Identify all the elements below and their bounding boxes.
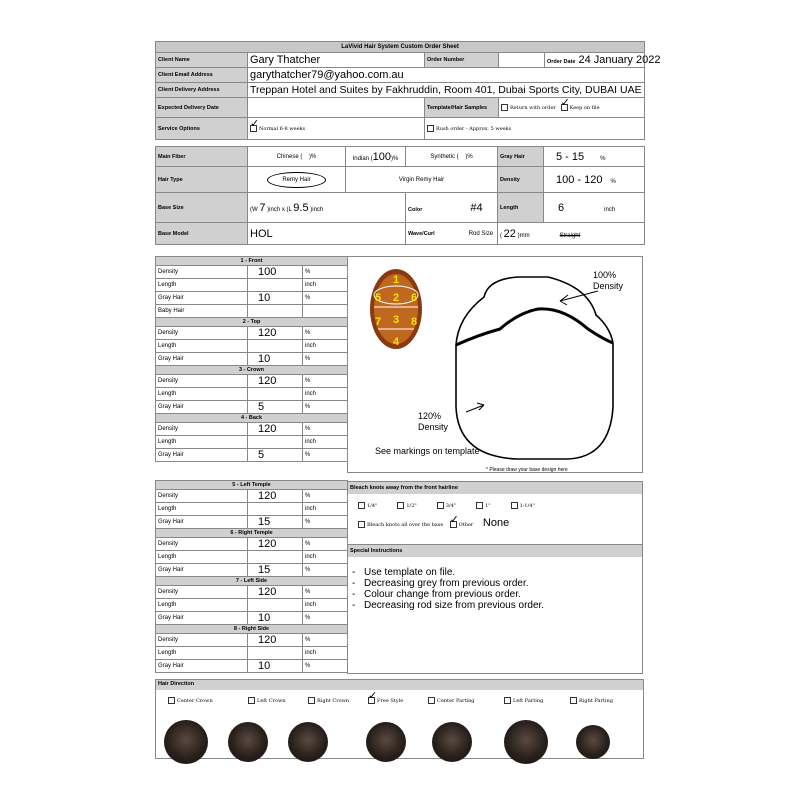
bleach-extra-options <box>348 509 642 529</box>
knot-option-label: 1/4" <box>367 503 378 509</box>
main-fiber-label: Main Fiber <box>156 147 248 167</box>
base-model-label: Base Model <box>156 223 248 245</box>
instruction-item <box>352 600 642 611</box>
remy-option[interactable] <box>248 167 346 193</box>
zone-density-unit: % <box>303 327 348 340</box>
check-icon: ✓ <box>250 117 260 130</box>
knot-checkbox[interactable] <box>397 502 404 509</box>
zone-length-unit: inch <box>303 388 348 401</box>
gray-value: 5 - 15 <box>556 150 585 163</box>
direction-checkbox[interactable] <box>168 697 175 704</box>
direction-option-label: Center Crown <box>177 698 213 704</box>
zone-gray-unit: % <box>303 353 348 366</box>
instruction-text: Decreasing rod size from previous order. <box>364 600 545 611</box>
color-field[interactable] <box>406 193 498 223</box>
zone-title: 5 - Left Temple <box>156 481 348 490</box>
zone-row <box>156 353 348 366</box>
direction-option-label: Center Parting <box>437 698 475 704</box>
specs-table <box>155 146 645 245</box>
zone-density-label: Density <box>156 490 248 503</box>
zone-density-value[interactable]: 120 <box>248 586 303 599</box>
bottom-note: 120% <box>418 411 442 421</box>
density-value: 100 - 120 <box>556 173 603 186</box>
density-label: Density <box>498 167 544 193</box>
direction-checkbox[interactable] <box>504 697 511 704</box>
zone-density-unit: % <box>303 490 348 503</box>
order-date-label: Order Date <box>547 59 576 65</box>
zone-length-value[interactable] <box>248 436 303 449</box>
zone-length-label: Length <box>156 388 248 401</box>
zone-number-7: 7 <box>374 316 382 328</box>
zone-length-value[interactable] <box>248 340 303 353</box>
zone-baby-label: Baby Hair <box>156 305 248 318</box>
zones-b <box>155 480 347 673</box>
zone-density-unit: % <box>303 423 348 436</box>
client-name-field[interactable]: Gary Thatcher <box>248 53 425 68</box>
zone-length-unit: inch <box>303 599 348 612</box>
inch-close: )inch <box>310 206 324 213</box>
zone-gray-unit: % <box>303 612 348 625</box>
zone-baby-unit <box>303 305 348 318</box>
bottom-note-2: Density <box>418 422 449 432</box>
rod-field[interactable] <box>498 223 645 245</box>
zone-title: 3 - Crown <box>156 366 348 375</box>
zone-row <box>156 340 348 353</box>
instructions-list <box>348 557 642 611</box>
normal-label: Normal 6-8 weeks <box>259 126 306 132</box>
zone-gray-value[interactable]: 10 <box>248 660 303 673</box>
zone-row <box>156 538 348 551</box>
hairline-marking <box>456 309 613 345</box>
knot-checkbox[interactable] <box>358 502 365 509</box>
zones-a-table <box>155 256 348 462</box>
instruction-text: Use template on file. <box>364 567 456 578</box>
order-sheet <box>155 41 661 245</box>
zone-gray-unit: % <box>303 449 348 462</box>
zone-density-label: Density <box>156 586 248 599</box>
client-info-table <box>155 41 661 140</box>
direction-checkbox[interactable] <box>368 689 378 704</box>
zone-title: 7 - Left Side <box>156 577 348 586</box>
hair-direction-section <box>155 679 644 759</box>
zone-number-6: 6 <box>410 292 418 304</box>
zone-number-8: 8 <box>410 316 418 328</box>
zone-length-value[interactable] <box>248 503 303 516</box>
zone-length-unit: inch <box>303 279 348 292</box>
rod-close: )mm <box>517 232 530 239</box>
zone-number-1: 1 <box>392 274 400 286</box>
zone-length-value[interactable] <box>248 551 303 564</box>
density-field[interactable] <box>544 167 645 193</box>
delivery-label: Client Delivery Address <box>156 83 248 98</box>
direction-option <box>308 697 349 704</box>
zone-length-label: Length <box>156 279 248 292</box>
zone-length-value[interactable] <box>248 599 303 612</box>
zone-length-label: Length <box>156 436 248 449</box>
zone-length-label: Length <box>156 551 248 564</box>
zone-row <box>156 436 348 449</box>
zone-gray-label: Gray Hair <box>156 353 248 366</box>
knot-option <box>397 503 416 509</box>
zone-title: 2 - Top <box>156 318 348 327</box>
check-icon: ✓ <box>560 96 570 109</box>
order-date-value: 24 January 2022 <box>578 54 661 66</box>
direction-option-label: Left Parting <box>513 698 544 704</box>
virgin-option[interactable]: Virgin Remy Hair <box>346 167 498 193</box>
gray-field[interactable] <box>544 147 645 167</box>
pct: % <box>600 155 606 162</box>
synthetic-label: Synthetic ( <box>430 153 459 160</box>
knot-option <box>358 503 377 509</box>
zone-row <box>156 516 348 529</box>
all-over-label: Bleach knots all over the base <box>367 522 444 528</box>
length-value: 6 <box>558 201 565 214</box>
zone-gray-value[interactable]: 15 <box>248 516 303 529</box>
zone-gray-value[interactable]: 15 <box>248 564 303 577</box>
order-number-label: Order Number <box>425 53 499 68</box>
rod-open: ( <box>500 232 502 239</box>
email-label: Client Email Address <box>156 68 248 83</box>
direction-option <box>504 697 543 704</box>
pct: % <box>311 153 317 160</box>
zone-density-unit: % <box>303 538 348 551</box>
base-outline <box>456 277 613 459</box>
client-name-label: Client Name <box>156 53 248 68</box>
zone-density-unit: % <box>303 266 348 279</box>
zone-density-value[interactable]: 120 <box>248 538 303 551</box>
instruction-item <box>352 567 642 578</box>
zone-row <box>156 279 348 292</box>
zone-length-unit: inch <box>303 340 348 353</box>
inch-x: )inch x (L <box>267 206 292 213</box>
pct: % <box>467 153 473 160</box>
zone-gray-value[interactable]: 5 <box>248 449 303 462</box>
dash-icon: - <box>352 589 356 600</box>
zone-gray-unit: % <box>303 516 348 529</box>
zone-length-label: Length <box>156 503 248 516</box>
normal-option <box>248 118 425 140</box>
top-note-2: Density <box>593 281 624 291</box>
dash-icon: - <box>352 578 356 589</box>
hair-sample-image <box>228 722 268 762</box>
bleach-knots-section <box>347 481 643 545</box>
zone-gray-label: Gray Hair <box>156 292 248 305</box>
direction-option <box>428 697 475 704</box>
pct: % <box>610 178 616 185</box>
rush-option <box>425 118 645 140</box>
base-design-drawing <box>348 257 644 474</box>
zone-gray-unit: % <box>303 660 348 673</box>
remy-circled: Remy Hair <box>267 172 325 188</box>
base-size-label: Base Size <box>156 193 248 223</box>
zone-row <box>156 647 348 660</box>
zone-length-label: Length <box>156 340 248 353</box>
zone-row <box>156 327 348 340</box>
expected-field[interactable] <box>248 98 425 118</box>
zone-density-unit: % <box>303 586 348 599</box>
base-design-area[interactable] <box>347 256 643 473</box>
zone-density-label: Density <box>156 266 248 279</box>
zone-row <box>156 388 348 401</box>
indian-label: Indian ( <box>352 155 373 162</box>
hair-direction-label: Hair Direction <box>156 680 643 690</box>
direction-checkbox[interactable] <box>248 697 255 704</box>
other-value: None <box>482 517 510 529</box>
zone-density-label: Density <box>156 538 248 551</box>
zone-row <box>156 449 348 462</box>
instruction-item <box>352 589 642 600</box>
knot-option-label: 1" <box>485 503 491 509</box>
direction-option-label: Free Style <box>377 698 404 704</box>
hair-type-label: Hair Type <box>156 167 248 193</box>
zone-length-unit: inch <box>303 503 348 516</box>
delivery-field[interactable]: Treppan Hotel and Suites by Fakhruddin, Room 401, Dubai Sports City, DUBAI UAE <box>248 83 645 98</box>
indian-value: 100 <box>372 150 392 163</box>
hair-sample-image <box>504 720 548 764</box>
zone-number-2: 2 <box>392 292 400 304</box>
zone-density-label: Density <box>156 327 248 340</box>
zone-density-unit: % <box>303 634 348 647</box>
zone-gray-label: Gray Hair <box>156 516 248 529</box>
bleach-knot-options <box>348 494 642 509</box>
zone-row <box>156 551 348 564</box>
zone-row <box>156 564 348 577</box>
knot-option-label: 1/2" <box>406 503 417 509</box>
other-label: Other <box>458 522 474 528</box>
zone-density-value[interactable]: 120 <box>248 490 303 503</box>
chinese-label: Chinese ( <box>276 153 303 160</box>
order-date-field[interactable] <box>545 53 661 68</box>
direction-checkbox[interactable] <box>428 697 435 704</box>
knot-checkbox[interactable] <box>476 502 483 509</box>
chinese-field[interactable]: Chinese ( )% <box>248 147 346 167</box>
zone-row <box>156 375 348 388</box>
zone-title: 4 - Back <box>156 414 348 423</box>
rod-value: 22 <box>503 227 516 240</box>
zone-row <box>156 503 348 516</box>
expected-label: Expected Delivery Date <box>156 98 248 118</box>
zone-number-3: 3 <box>392 314 400 326</box>
length-label: Length <box>498 193 544 223</box>
inch: inch <box>604 206 616 213</box>
email-field[interactable]: garythatcher79@yahoo.com.au <box>248 68 645 83</box>
service-label: Service Options <box>156 118 248 140</box>
top-note: 100% <box>593 270 617 280</box>
arrow-front <box>560 291 598 301</box>
zone-row <box>156 490 348 503</box>
order-number-field[interactable] <box>499 53 545 68</box>
zone-gray-label: Gray Hair <box>156 564 248 577</box>
return-label: Return with order <box>510 105 556 111</box>
zone-length-unit: inch <box>303 647 348 660</box>
zone-gray-value[interactable]: 10 <box>248 353 303 366</box>
knot-checkbox[interactable] <box>437 502 444 509</box>
zone-density-label: Density <box>156 423 248 436</box>
zones-a <box>155 256 347 462</box>
direction-option <box>570 697 613 704</box>
instruction-text: Colour change from previous order. <box>364 589 521 600</box>
instruction-item <box>352 578 642 589</box>
direction-option <box>368 689 404 704</box>
special-instructions-section <box>347 544 643 674</box>
zone-density-value[interactable]: 120 <box>248 375 303 388</box>
zone-density-label: Density <box>156 375 248 388</box>
zones-b-table <box>155 480 348 673</box>
knot-option <box>476 503 490 509</box>
zone-gray-unit: % <box>303 401 348 414</box>
check-icon: ✓ <box>368 689 378 702</box>
direction-option <box>168 697 213 704</box>
wave-label: Wave/Curl <box>408 230 435 237</box>
direction-option-label: Right Parting <box>579 698 613 704</box>
other-checkbox[interactable] <box>449 513 459 528</box>
zone-density-value[interactable]: 120 <box>248 327 303 340</box>
knot-option <box>437 503 456 509</box>
rod-label: Rod Size <box>468 230 494 237</box>
zone-density-label: Density <box>156 634 248 647</box>
indian-field[interactable] <box>346 147 406 167</box>
base-model-field[interactable]: HOL <box>248 223 406 245</box>
zone-title: 1 - Front <box>156 257 348 266</box>
zone-title: 8 - Right Side <box>156 625 348 634</box>
zone-length-value[interactable] <box>248 647 303 660</box>
zone-baby-value[interactable] <box>248 305 303 318</box>
color-value: #4 <box>470 201 483 214</box>
samples-label: Template/Hair Samples <box>425 98 499 118</box>
zone-row <box>156 423 348 436</box>
wave-field[interactable] <box>406 223 498 245</box>
zone-length-label: Length <box>156 647 248 660</box>
knot-option-label: 3/4" <box>445 503 457 509</box>
direction-option-label: Left Crown <box>257 698 286 704</box>
direction-checkbox[interactable] <box>308 697 315 704</box>
zone-gray-label: Gray Hair <box>156 401 248 414</box>
markings-note: See markings on template <box>375 446 480 456</box>
hair-direction-options <box>156 690 643 760</box>
dash-icon: - <box>352 567 356 578</box>
zone-length-value[interactable] <box>248 279 303 292</box>
zone-density-value[interactable]: 100 <box>248 266 303 279</box>
special-instructions-label: Special Instructions <box>348 545 642 557</box>
zone-length-value[interactable] <box>248 388 303 401</box>
knot-option-label: 1-1/4" <box>519 503 535 509</box>
zone-gray-label: Gray Hair <box>156 660 248 673</box>
zone-density-unit: % <box>303 375 348 388</box>
zone-length-unit: inch <box>303 436 348 449</box>
normal-checkbox[interactable] <box>250 117 260 132</box>
rush-label: Rush order - Approx. 5 weeks <box>436 126 512 132</box>
zone-number-4: 4 <box>392 336 400 348</box>
gray-label: Gray Hair <box>498 147 544 167</box>
color-label: Color <box>408 206 423 213</box>
all-over-checkbox[interactable] <box>358 521 365 528</box>
hair-sample-image <box>164 720 208 764</box>
zone-length-label: Length <box>156 599 248 612</box>
synthetic-field[interactable]: Synthetic ( )% <box>406 147 498 167</box>
keep-label: Keep on file <box>569 105 600 111</box>
l-value: 9.5 <box>293 201 309 214</box>
instruction-text: Decreasing grey from previous order. <box>364 578 529 589</box>
zone-row <box>156 660 348 673</box>
zone-row <box>156 634 348 647</box>
zone-gray-unit: % <box>303 292 348 305</box>
straight-option: Straight <box>559 232 581 239</box>
zone-row <box>156 599 348 612</box>
knot-option <box>511 503 535 509</box>
check-icon: ✓ <box>449 513 459 526</box>
zone-length-unit: inch <box>303 551 348 564</box>
return-checkbox[interactable] <box>501 104 508 111</box>
knot-checkbox[interactable] <box>511 502 518 509</box>
direction-checkbox[interactable] <box>570 697 577 704</box>
base-size-field[interactable] <box>248 193 406 223</box>
zone-row <box>156 612 348 625</box>
zone-row <box>156 305 348 318</box>
pct: )% <box>391 155 399 162</box>
zone-density-value[interactable]: 120 <box>248 423 303 436</box>
zone-row <box>156 586 348 599</box>
bleach-knots-label: Bleach knots away from the front hairline <box>348 482 642 494</box>
rush-checkbox[interactable] <box>427 125 434 132</box>
keep-checkbox[interactable] <box>560 96 570 111</box>
w-prefix: (W <box>250 206 258 213</box>
zone-row <box>156 292 348 305</box>
samples-options <box>499 98 645 118</box>
zone-gray-value[interactable]: 5 <box>248 401 303 414</box>
hair-sample-image <box>576 725 610 759</box>
zone-row <box>156 266 348 279</box>
zone-row <box>156 401 348 414</box>
zone-gray-label: Gray Hair <box>156 449 248 462</box>
direction-option-label: Right Crown <box>317 698 350 704</box>
zone-gray-label: Gray Hair <box>156 612 248 625</box>
zone-title: 6 - Right Temple <box>156 529 348 538</box>
zone-gray-value[interactable]: 10 <box>248 292 303 305</box>
direction-option <box>248 697 285 704</box>
zone-gray-unit: % <box>303 564 348 577</box>
hair-sample-image <box>432 722 472 762</box>
zone-gray-value[interactable]: 10 <box>248 612 303 625</box>
zone-density-value[interactable]: 120 <box>248 634 303 647</box>
dash-icon: - <box>352 600 356 611</box>
hair-sample-image <box>288 722 328 762</box>
w-value: 7 <box>259 201 266 214</box>
zone-number-5: 5 <box>374 292 382 304</box>
length-field[interactable] <box>544 193 645 223</box>
arrow-crown <box>466 405 484 412</box>
draw-note: * Please draw your base design here <box>486 467 568 473</box>
sheet-title: LaVivid Hair System Custom Order Sheet <box>156 42 645 53</box>
hair-sample-image <box>366 722 406 762</box>
